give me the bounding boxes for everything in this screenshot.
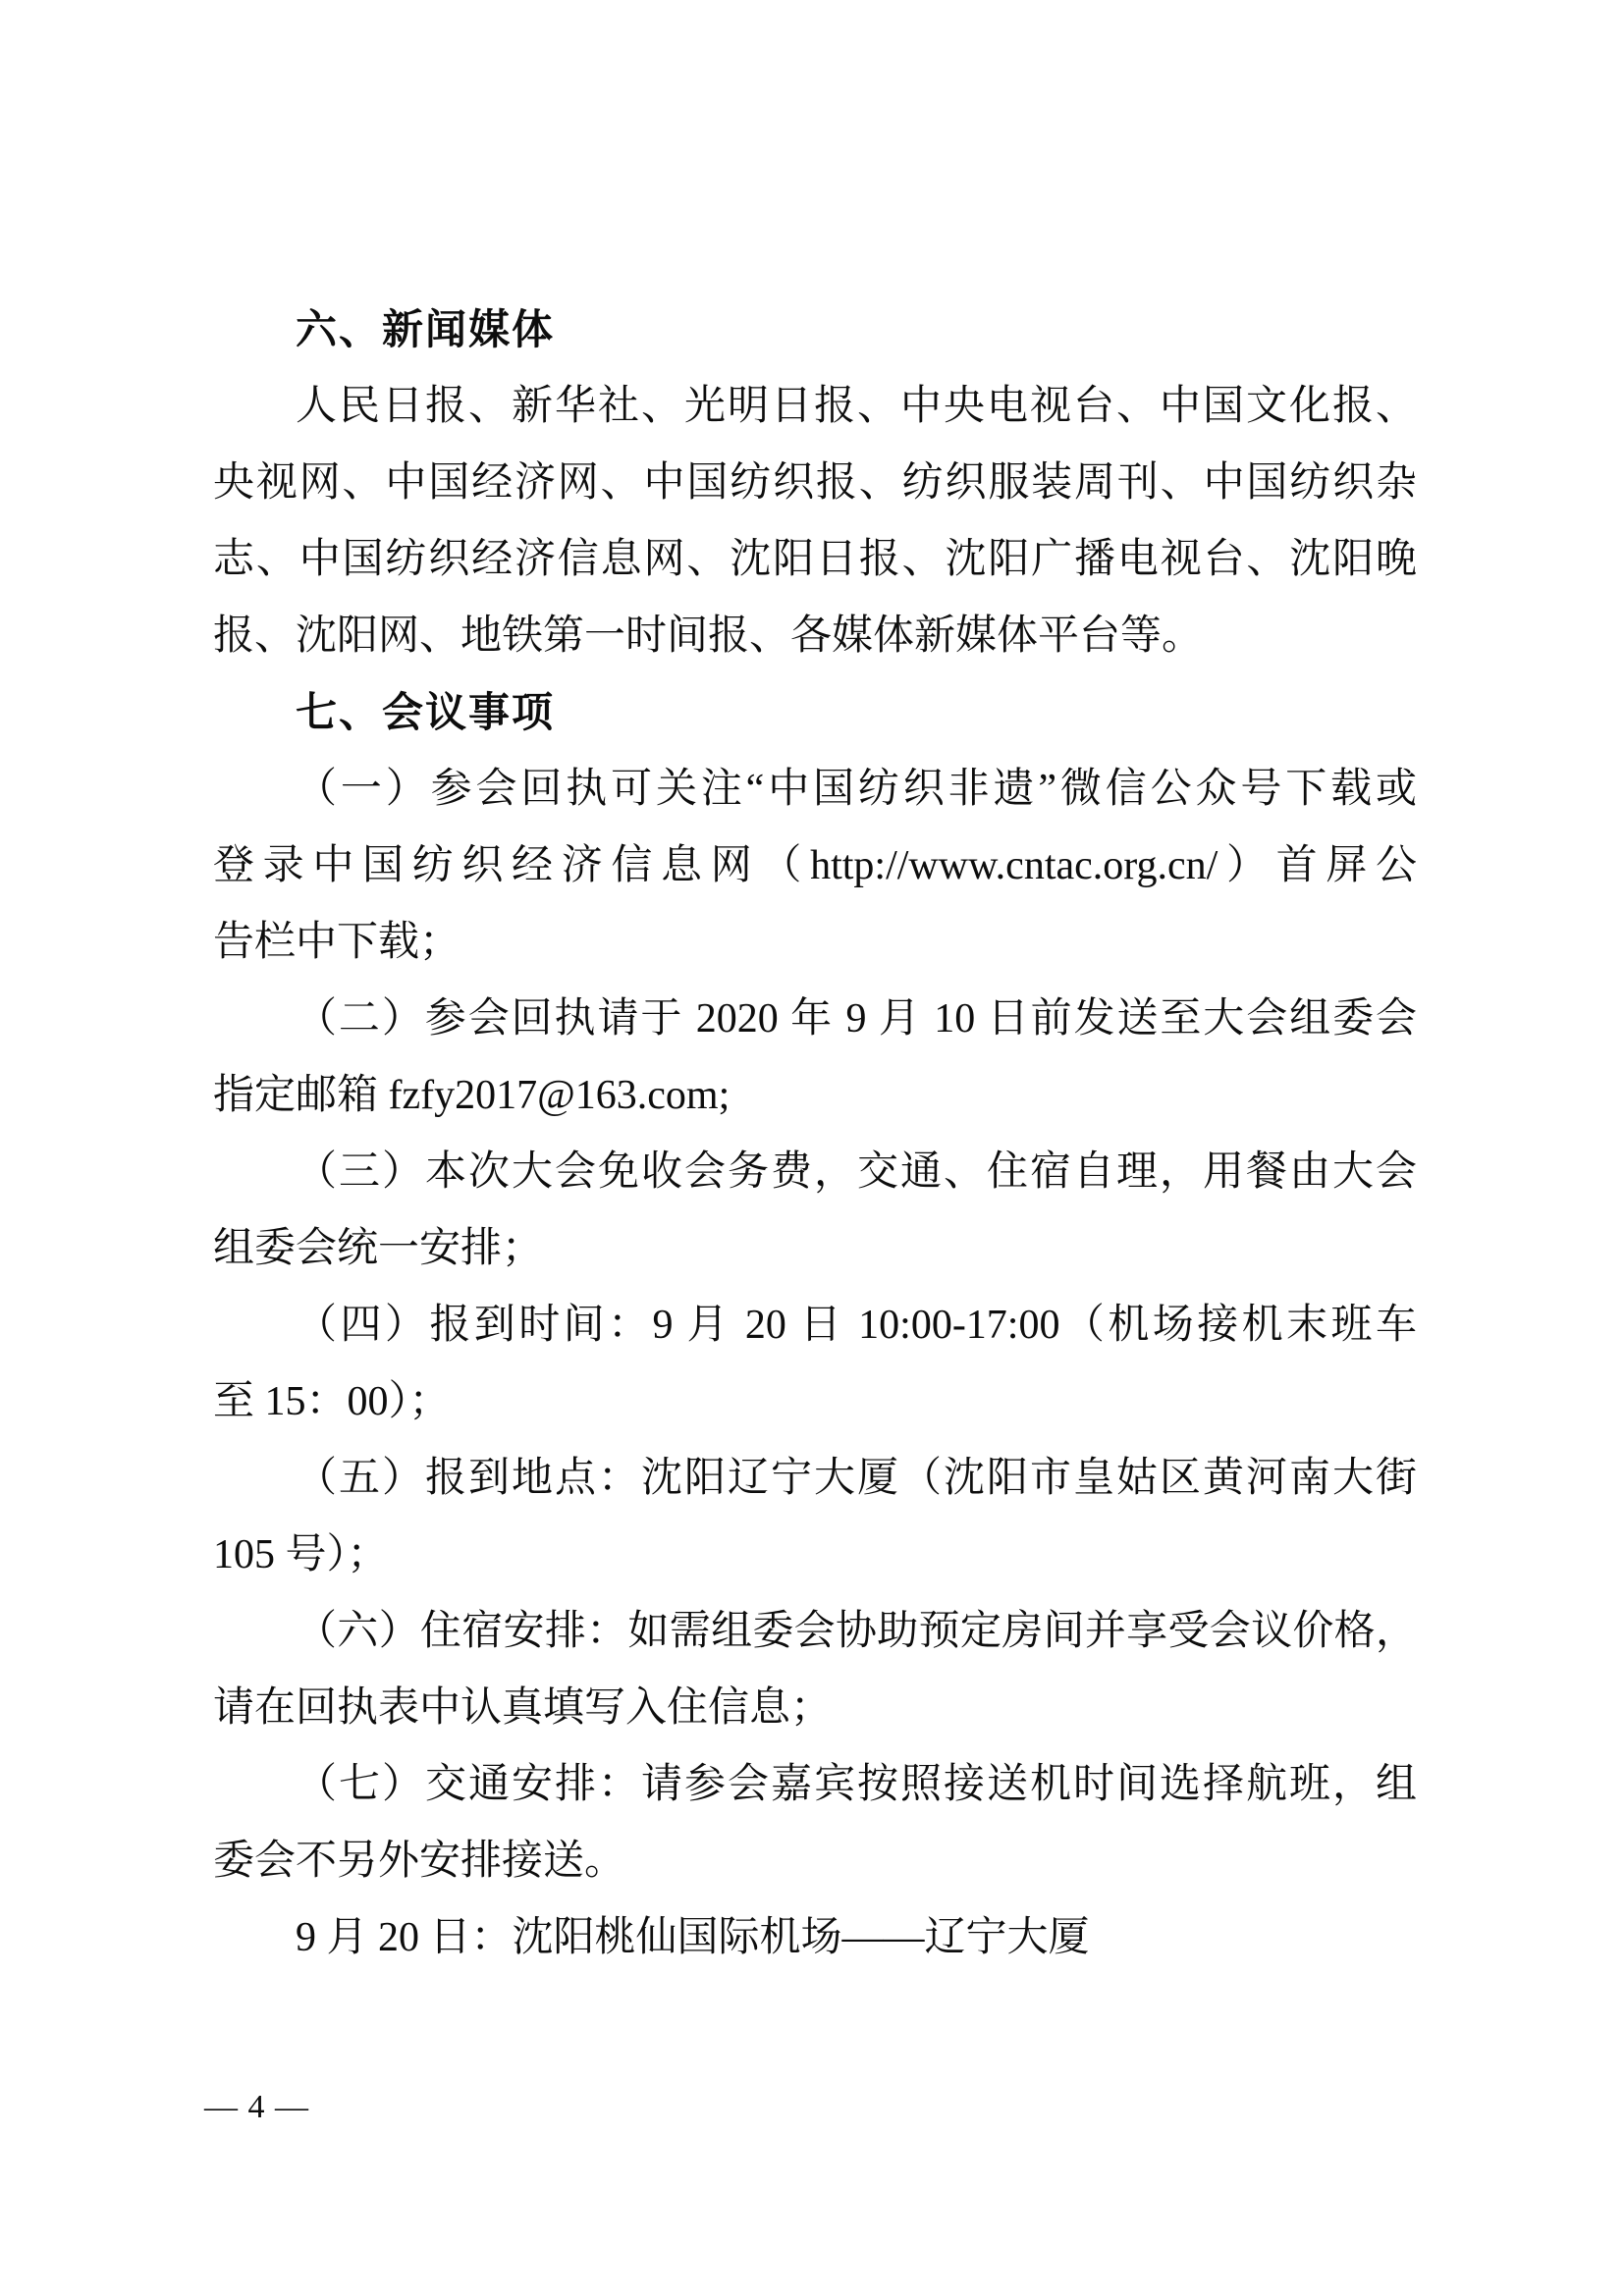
item-6-line: 请在回执表中认真填写入住信息；: [213, 1685, 833, 1731]
document-text: [213, 292, 1417, 1976]
item-4-line: 至 15：00）；: [213, 1379, 451, 1424]
item-5-line: 105 号）；: [213, 1532, 389, 1577]
item-5-line: （五）报到地点：沈阳辽宁大厦（沈阳市皇姑区黄河南大街: [296, 1456, 1417, 1501]
item-7-line: 委会不另外安排接送。: [213, 1839, 626, 1884]
item-3-line: 组委会统一安排；: [213, 1226, 544, 1271]
item-1-line: 登录中国纺织经济信息网（http://www.cntac.org.cn/）首屏公: [213, 843, 1417, 888]
media-list-line: 报、沈阳网、地铁第一时间报、各媒体新媒体平台等。: [213, 614, 1204, 659]
item-1-line: 告栏中下载；: [213, 920, 461, 965]
page-number: — 4 —: [204, 2089, 309, 2125]
item-3-line: （三）本次大会免收会务费，交通、住宿自理，用餐由大会: [296, 1149, 1417, 1195]
item-1-line: （一）参会回执可关注“中国纺织非遗”微信公众号下载或: [296, 767, 1417, 812]
item-6-line: （六）住宿安排：如需组委会协助预定房间并享受会议价格，: [296, 1609, 1417, 1654]
item-2-line: （二）参会回执请于 2020 年 9 月 10 日前发送至大会组委会: [296, 996, 1417, 1041]
media-list-line: 志、中国纺织经济信息网、沈阳日报、沈阳广播电视台、沈阳晚: [213, 537, 1417, 582]
media-list-line: 人民日报、新华社、光明日报、中央电视台、中国文化报、: [296, 384, 1417, 429]
item-4-line: （四）报到时间：9 月 20 日 10:00-17:00（机场接机末班车: [296, 1303, 1417, 1348]
item-2-line: 指定邮箱 fzfy2017@163.com;: [213, 1073, 731, 1118]
schedule-line-sep-20: 9 月 20 日：沈阳桃仙国际机场——辽宁大厦: [296, 1915, 1090, 1960]
item-7-line: （七）交通安排：请参会嘉宾按照接送机时间选择航班，组: [296, 1762, 1417, 1807]
section-heading-meeting-matters: 七、会议事项: [296, 689, 556, 735]
section-heading-news-media: 六、新闻媒体: [296, 306, 556, 352]
media-list-line: 央视网、中国经济网、中国纺织报、纺织服装周刊、中国纺织杂: [213, 460, 1417, 506]
